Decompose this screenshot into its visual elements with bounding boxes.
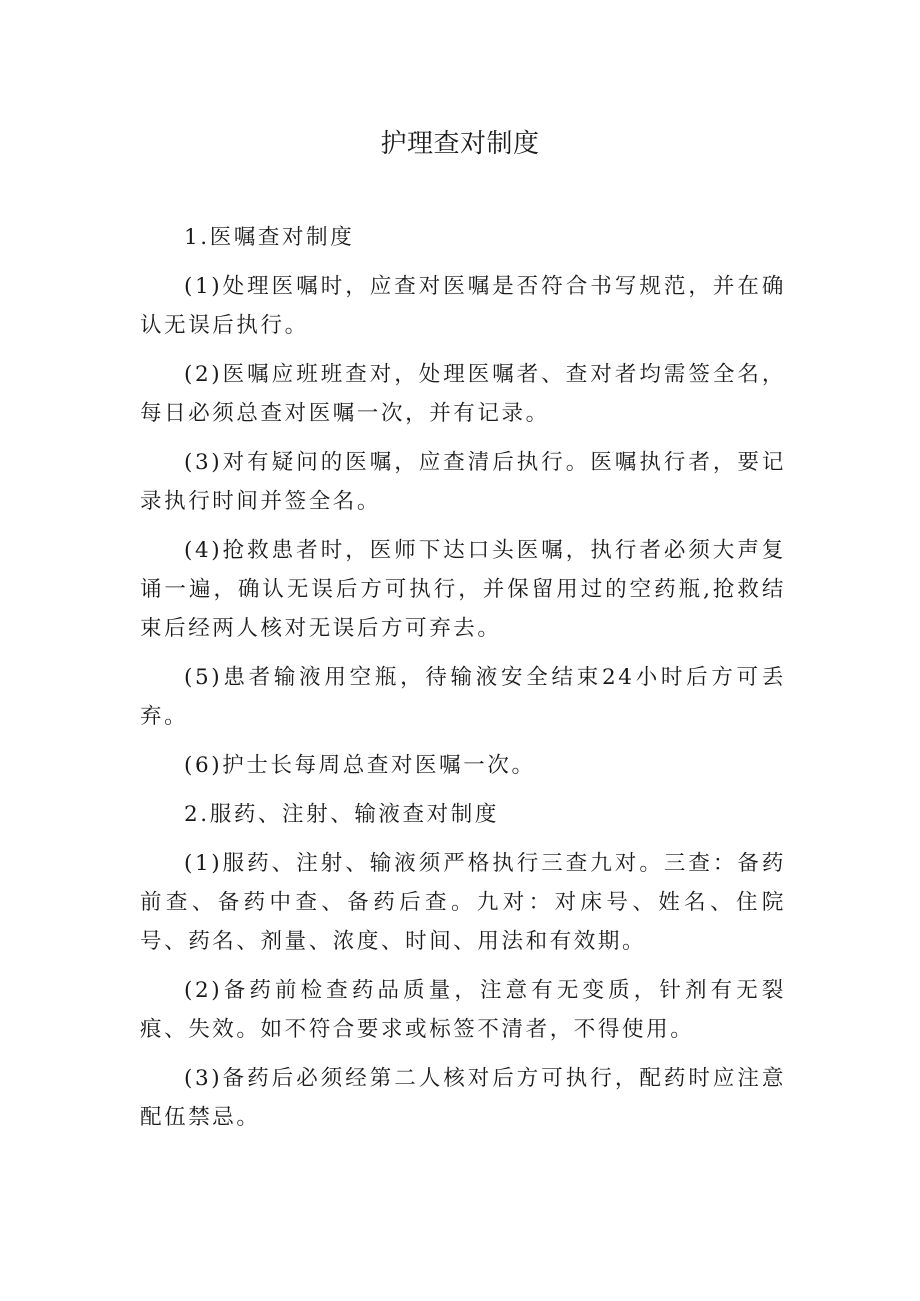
paragraph-1-2: (2)医嘱应班班查对，处理医嘱者、查对者均需签全名，每日必须总查对医嘱一次，并有记录。	[140, 362, 786, 426]
paragraph-1-3: (3)对有疑问的医嘱，应查清后执行。医嘱执行者，要记录执行时间并签全名。	[140, 450, 786, 514]
document-body	[140, 218, 786, 1147]
paragraph-1-1: (1)处理医嘱时，应查对医嘱是否符合书写规范，并在确认无误后执行。	[140, 274, 786, 338]
paragraph-1-5: (5)患者输液用空瓶，待输液安全结束24小时后方可丢弃。	[140, 665, 786, 729]
paragraph-2-3: (3)备药后必须经第二人核对后方可执行，配药时应注意配伍禁忌。	[140, 1066, 786, 1130]
document-title: 护理查对制度	[380, 129, 540, 159]
section-heading-1: 1.医嘱查对制度	[184, 225, 355, 250]
paragraph-2-1: (1)服药、注射、输液须严格执行三查九对。三查：备药前查、备药中查、备药后查。九对：对床号、姓名、住院号、药名、剂量、浓度、时间、用法和有效期。	[140, 851, 786, 954]
section-heading-2: 2.服药、注射、输液查对制度	[184, 802, 499, 827]
paragraph-1-6: (6)护士长每周总查对医嘱一次。	[184, 753, 536, 778]
paragraph-2-2: (2)备药前检查药品质量，注意有无变质，针剂有无裂痕、失效。如不符合要求或标签不清者，不得使用。	[140, 978, 786, 1042]
paragraph-1-4: (4)抢救患者时，医师下达口头医嘱，执行者必须大声复诵一遍，确认无误后方可执行，并保留用过的空药瓶,抢救结束后经两人核对无误后方可弃去。	[140, 538, 786, 641]
